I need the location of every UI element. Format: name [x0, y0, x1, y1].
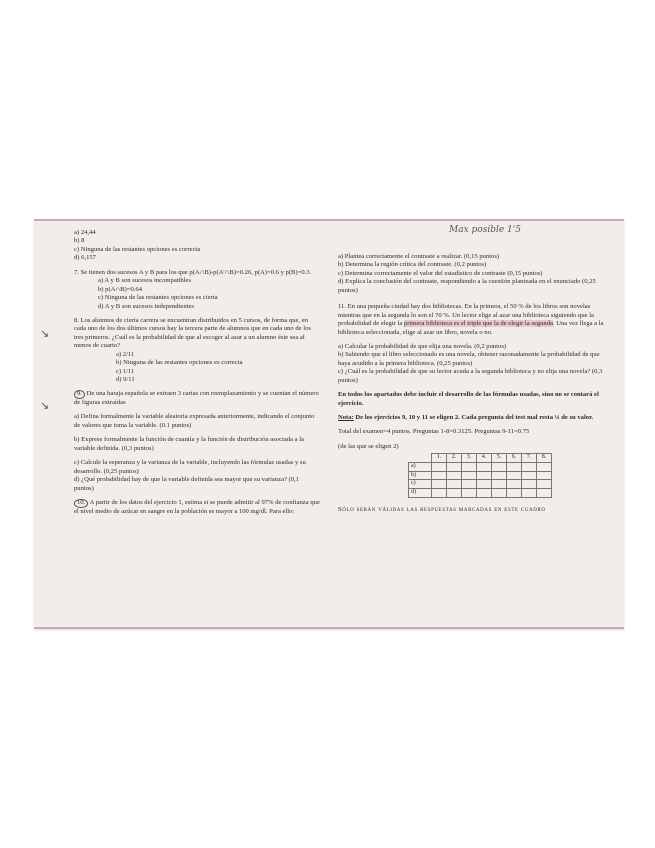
q7-option-d: d) A y B son sucesos independientes [98, 302, 194, 310]
row-header-b: b) [409, 471, 432, 480]
q10-number: 10. [74, 499, 88, 508]
left-column [74, 229, 320, 522]
q8-option-d: d) 9/11 [116, 376, 135, 383]
q11-stem-highlight: primera biblioteca es el triple que la de elegir la segunda [403, 320, 553, 328]
answer-cell[interactable] [477, 471, 492, 480]
answer-cell[interactable] [537, 480, 552, 489]
arrow-mark-q8: ↘ [40, 400, 50, 412]
table-corner [409, 454, 432, 463]
answer-cell[interactable] [477, 489, 492, 498]
q10-stem: A partir de los datos del ejercicio 1, estima si se puede admitir al 97% de confianza que el nivel medio de azúcar en sangre en la población es mayor a 100 mg/dl. Para ello: [74, 498, 320, 515]
q10-parts [338, 253, 610, 295]
answer-cell[interactable] [537, 471, 552, 480]
q10-part-a: a) Plantea correctamente el contraste a realizar. (0,15 puntos) [338, 253, 500, 260]
col-header-3: 3. [462, 454, 477, 463]
question-8 [74, 317, 320, 385]
previous-question-options [74, 229, 320, 263]
q11-part-b: b) Sabiendo que el libro seleccionado es una novela, obtener razonadamente la probabilidad de que haya acudido a la primera biblioteca. (0,25 puntos) [338, 351, 600, 367]
arrow-mark-q7: ↘ [40, 328, 50, 340]
row-header-a: a) [409, 462, 432, 471]
q10-part-d: d) Explica la conclusión del contraste, respondiendo a la cuestión planteada en el enunciado (0,25 puntos) [338, 278, 596, 294]
answer-cell[interactable] [447, 462, 462, 471]
prev-option-b: b) 8 [74, 237, 85, 245]
q9-part-c-text: c) Calcule la esperanza y la varianza de la variable, incluyendo las fórmulas usadas y su desarrollo. (0,25 puntos) [74, 459, 306, 475]
handwritten-note: Max posible 1'5 [449, 225, 521, 235]
q9-part-b-text: b) Exprese formalmente la función de cuantía y la función de distribución asociada a la variable definida. (0,3 puntos) [74, 436, 304, 452]
answer-cell[interactable] [507, 480, 522, 489]
exam-total: Total del examen=4 puntos. Preguntas 1-8=0.3125. Preguntas 9-11=0.75 [338, 428, 530, 436]
question-10 [74, 499, 320, 516]
answer-cell[interactable] [447, 471, 462, 480]
col-header-4: 4. [477, 454, 492, 463]
q11-part-a: a) Calcular la probabilidad de que elija una novela. (0,2 puntos) [338, 342, 507, 350]
table-row [409, 480, 552, 489]
exam-sheet [34, 219, 624, 629]
q9-stem: De una baraja española se extraen 3 cartas con reemplazamiento y se cuentan el número de figuras extraídas [74, 390, 319, 407]
col-header-6: 6. [507, 454, 522, 463]
answer-cell[interactable] [432, 480, 447, 489]
q11-stem-end: . Una vez llega a la biblioteca seleccionada, elige al azar un libro, novela o no. [338, 320, 604, 336]
top-border [34, 219, 624, 221]
answer-cell[interactable] [477, 462, 492, 471]
q9-part-a [74, 413, 320, 430]
q11-stem-start: 11. En una pequeña ciudad hay dos bibliotecas. En la primera, el 50 % de los libros son novelas mientras que en la segunda lo son el 70 %. Un lector elige al azar una biblioteca siguiendo que la probabilidad de elegir la [338, 303, 594, 328]
answer-cell[interactable] [432, 489, 447, 498]
q8-stem: 8. Los alumnos de cierta carrera se encuentran distribuidos en 5 cursos, de forma que, en cada uno de los dos últimos cursos hay la tercera parte de alumnos que en cada uno de los tres primeros. ¿Cuál es la probabilidad de que al escoger al azar a un alumno éste sea al menos de cuarto? [74, 316, 311, 350]
q11-part-c: c) ¿Cuál es la probabilidad de que su lector acuda a la segunda biblioteca y no elija una novela? (0,3 puntos) [338, 368, 603, 384]
answer-cell[interactable] [522, 480, 537, 489]
q9-part-c [74, 459, 320, 476]
q11-parts [338, 343, 610, 385]
table-row [409, 462, 552, 471]
answer-cell[interactable] [507, 489, 522, 498]
q9-number: 9. [74, 390, 85, 399]
q8-option-b: b) Ninguna de las restantes opciones es correcta [116, 359, 243, 367]
nota-text: De los ejercicios 9, 10 y 11 se eligen 2. Cada pregunta del test mal resta ¼ de su valor. [355, 414, 594, 421]
answer-cell[interactable] [447, 480, 462, 489]
answer-cell[interactable] [462, 489, 477, 498]
answer-table-header [409, 454, 552, 463]
q9-part-a-text: a) Defina formalmente la variable aleatoria expresada anteriormente, indicando el conjunto de valores que toma la variable. (0.1 puntos) [74, 413, 315, 429]
col-header-1: 1. [432, 454, 447, 463]
row-header-d: d) [409, 489, 432, 498]
answer-table-caption: (de las que se eligen 2) [338, 442, 399, 450]
q8-option-c: c) 1/11 [116, 367, 135, 375]
answer-cell[interactable] [537, 462, 552, 471]
answer-cell[interactable] [492, 480, 507, 489]
answer-cell[interactable] [492, 462, 507, 471]
answer-cell[interactable] [507, 471, 522, 480]
answer-cell[interactable] [492, 471, 507, 480]
answer-cell[interactable] [522, 471, 537, 480]
answer-cell[interactable] [462, 471, 477, 480]
q7-option-c: c) Ninguna de las restantes opciones es cierta [98, 294, 218, 302]
answer-cell[interactable] [432, 462, 447, 471]
q8-option-a: a) 2/11 [116, 350, 135, 358]
answer-cell[interactable] [432, 471, 447, 480]
q10-part-b: b) Determina la región crítica del contraste. (0,2 puntos) [338, 261, 487, 269]
prev-option-c: c) Ninguna de las restantes opciones es correcta [74, 245, 201, 253]
col-header-7: 7. [522, 454, 537, 463]
answer-cell[interactable] [522, 462, 537, 471]
col-header-5: 5. [492, 454, 507, 463]
answer-cell[interactable] [462, 480, 477, 489]
answer-cell[interactable] [447, 489, 462, 498]
q9-part-d [74, 476, 320, 493]
prev-option-d: d) 6,157 [74, 254, 96, 262]
q7-option-b: b) p(A∩B)=0.64 [98, 285, 143, 293]
answer-cell[interactable] [537, 489, 552, 498]
question-9 [74, 390, 320, 407]
q9-part-d-text: d) ¿Qué probabilidad hay de que la variable definida sea mayor que su varianza? (0,1 puntos) [74, 476, 300, 492]
col-header-8: 8. [537, 454, 552, 463]
nota-label: Nota: [338, 414, 354, 421]
right-column [338, 253, 610, 520]
question-11 [338, 303, 610, 337]
answer-cell[interactable] [522, 489, 537, 498]
table-row [409, 471, 552, 480]
question-7 [74, 269, 320, 311]
formulas-note: En todos los apartados debe incluir el desarrollo de las fórmulas usadas, sino no se contará el ejercicio. [338, 391, 599, 407]
q7-option-a: a) A y B son sucesos incompatibles [98, 277, 192, 285]
q9-part-b [74, 436, 320, 453]
table-row [409, 489, 552, 498]
row-header-c: c) [409, 480, 432, 489]
answer-table [408, 453, 552, 497]
col-header-2: 2. [447, 454, 462, 463]
nota-block [338, 414, 610, 422]
prev-option-a: a) 24,44 [74, 229, 96, 236]
table-footer-note: Sólo serán válidas las respuestas marcadas en este cuadro [338, 505, 546, 513]
q7-stem: 7. Se tienen dos sucesos A y B para los que p(A∩B)-p(A'∩B)=0.26, p(A)=0.6 y p(B)=0.3. [74, 268, 312, 276]
answer-cell[interactable] [477, 480, 492, 489]
answer-cell[interactable] [507, 462, 522, 471]
answer-cell[interactable] [462, 462, 477, 471]
answer-cell[interactable] [492, 489, 507, 498]
bottom-border [34, 627, 624, 629]
q10-part-c: c) Determina correctamente el valor del estadístico de contraste (0,15 puntos) [338, 269, 543, 277]
